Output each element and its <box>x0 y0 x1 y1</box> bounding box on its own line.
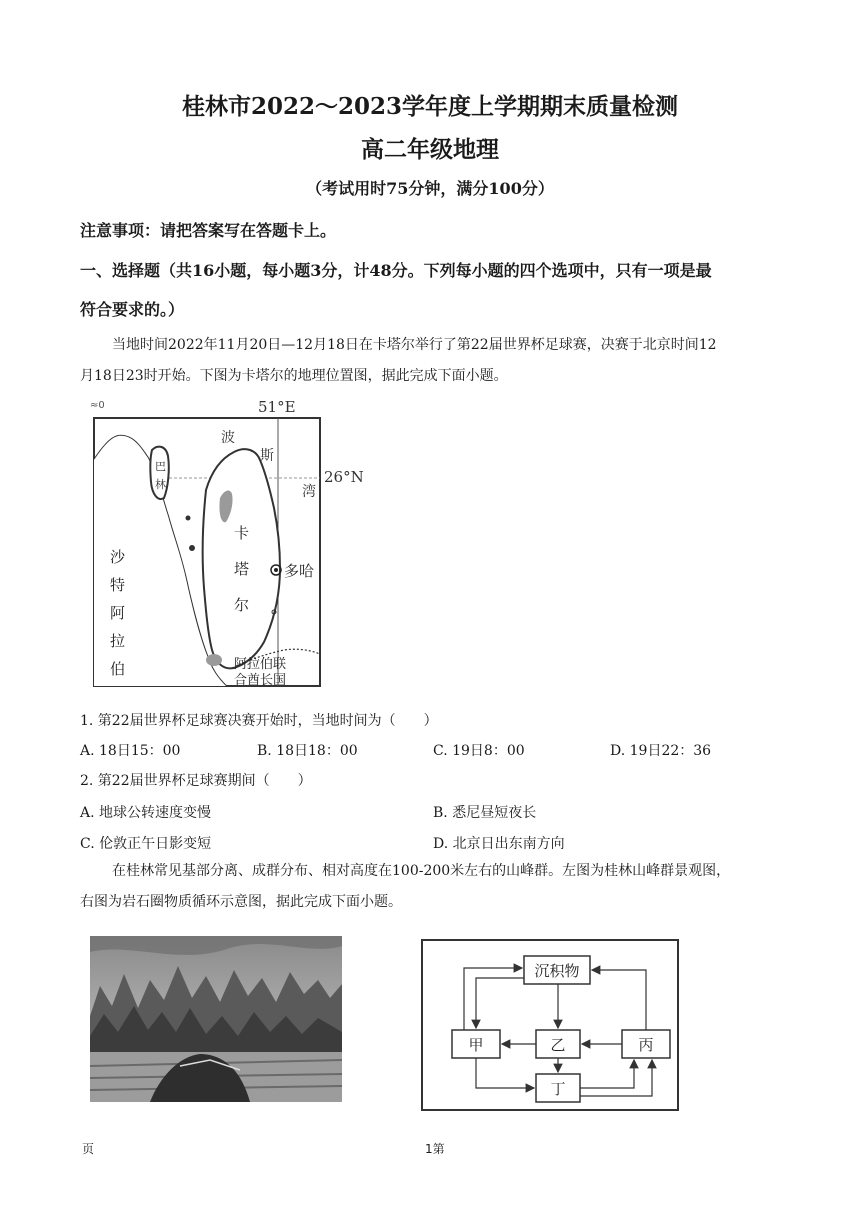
qatar-peninsula <box>203 449 280 668</box>
passage2-line2: 右图为岩石圈物质循环示意图，据此完成下面小题。 <box>80 894 402 910</box>
q1-option-d: D. 19日22：36 <box>610 743 712 759</box>
q1-option-a: A. 18日15：00 <box>80 743 181 759</box>
label-ding: 丁 <box>550 1080 566 1098</box>
gulf-char-1: 斯 <box>260 448 274 464</box>
section-heading-line2: 符合要求的。） <box>80 300 185 319</box>
saudi-char-4: 伯 <box>110 660 126 678</box>
qatar-char-2: 尔 <box>234 596 250 614</box>
arrow-bing-to-sediment <box>592 970 646 1030</box>
map-corner-mark: ≈0 <box>90 400 105 411</box>
label-bing: 丙 <box>638 1036 654 1054</box>
doha-marker-inner <box>274 568 278 572</box>
arrow-ding-to-bing-2 <box>580 1060 652 1096</box>
q1-option-c: C. 19日8：00 <box>433 743 525 759</box>
q2-option-b: B. 悉尼昼短夜长 <box>433 805 537 821</box>
arrow-jia-to-sediment <box>464 968 522 1030</box>
uae-label-line1: 阿拉伯联 <box>234 657 287 672</box>
bahrain-char-0: 巴 <box>155 460 166 473</box>
small-island-2 <box>189 545 195 551</box>
uae-label-line2: 合酋长国 <box>234 673 287 688</box>
arrow-sediment-to-jia <box>476 978 524 1028</box>
q1-option-b: B. 18日18：00 <box>257 743 358 759</box>
arrow-jia-to-ding <box>476 1058 534 1088</box>
label-sediment: 沉积物 <box>534 962 580 980</box>
footer-page-left: 页 <box>82 1142 95 1156</box>
qatar-location-map <box>88 398 378 698</box>
passage2-line1: 在桂林常见基部分离、成群分布、相对高度在100-200米左右的山峰群。左图为桂林山峰群景观图， <box>112 863 731 879</box>
qatar-char-1: 塔 <box>234 560 250 578</box>
saudi-char-3: 拉 <box>110 632 126 650</box>
section-heading-line1: 一、选择题（共16小题，每小题3分，计48分。下列每小题的四个选项中，只有一项是最 <box>80 261 712 280</box>
qatar-shaded-south <box>206 654 222 666</box>
bahrain-char-1: 林 <box>155 478 166 491</box>
q2-option-a: A. 地球公转速度变慢 <box>80 805 212 821</box>
q2-stem: 2. 第22届世界杯足球赛期间（ ） <box>80 773 312 789</box>
rock-cycle-diagram <box>420 938 682 1114</box>
passage1-line1: 当地时间2022年11月20日—12月18日在卡塔尔举行了第22届世界杯足球赛，决赛于北京时间12 <box>112 337 717 353</box>
small-island-1 <box>186 516 191 521</box>
q2-option-d: D. 北京日出东南方向 <box>433 836 565 852</box>
qatar-char-0: 卡 <box>234 524 250 542</box>
document-subtitle: 高二年级地理 <box>361 136 499 163</box>
footer-page-number: 1第 <box>425 1142 445 1156</box>
document-title: 桂林市2022～2023学年度上学期期末质量检测 <box>181 93 679 120</box>
guilin-peaks-photo <box>90 936 342 1102</box>
arrow-ding-to-bing <box>580 1060 634 1088</box>
saudi-char-2: 阿 <box>110 604 126 622</box>
q1-stem: 1. 第22届世界杯足球赛决赛开始时，当地时间为（ ） <box>80 713 438 729</box>
gulf-char-2: 湾 <box>302 484 316 500</box>
lat-label: 26°N <box>324 468 364 486</box>
passage1-line2: 月18日23时开始。下图为卡塔尔的地理位置图，据此完成下面小题。 <box>80 368 508 384</box>
lon-label: 51°E <box>258 398 296 416</box>
notice: 注意事项：请把答案写在答题卡上。 <box>80 221 337 240</box>
q2-option-c: C. 伦敦正午日影变短 <box>80 836 212 852</box>
exam-info: （考试用时75分钟，满分100分） <box>306 179 554 198</box>
saudi-char-1: 特 <box>110 576 126 594</box>
saudi-char-0: 沙 <box>110 548 126 566</box>
label-yi: 乙 <box>550 1036 566 1054</box>
doha-label: 多哈 <box>284 562 315 580</box>
label-jia: 甲 <box>468 1036 484 1054</box>
gulf-char-0: 波 <box>221 430 235 446</box>
